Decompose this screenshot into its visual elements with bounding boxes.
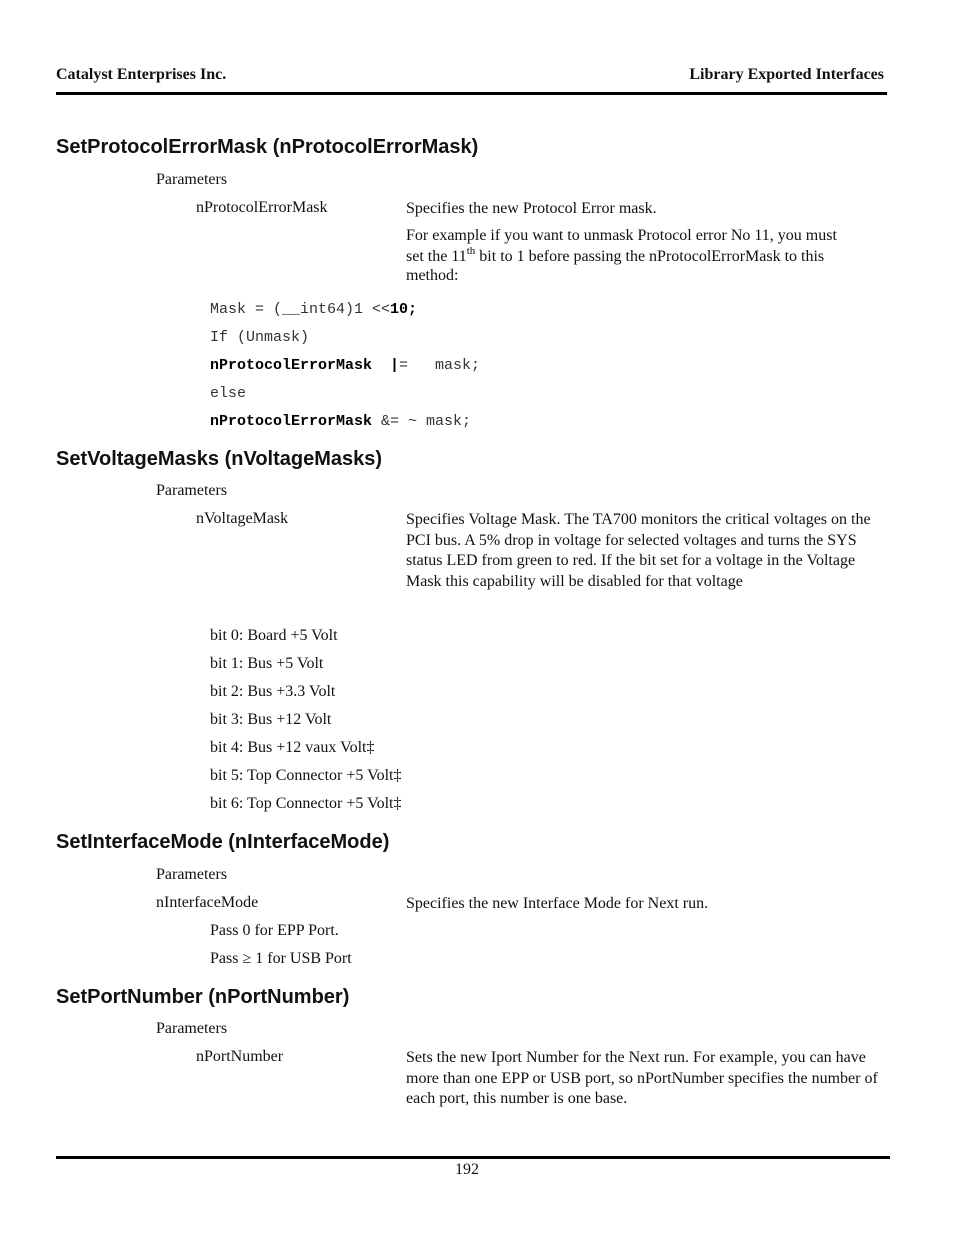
code-text: Mask = (__int64)1 <<	[210, 301, 391, 318]
code-line: else	[210, 385, 247, 402]
code-line	[210, 301, 417, 318]
header-rule	[56, 92, 887, 95]
param-description: Specifies the new Interface Mode for Next run.	[406, 895, 709, 912]
section-title-protocol: SetProtocolErrorMask (nProtocolErrorMask)	[56, 136, 479, 158]
bit-item: bit 3: Bus +12 Volt	[210, 711, 332, 728]
page-number: 192	[455, 1161, 479, 1178]
param-name: nVoltageMask	[196, 510, 289, 527]
bit-item: bit 1: Bus +5 Volt	[210, 655, 324, 672]
footer-rule	[56, 1156, 890, 1159]
description-line	[406, 245, 837, 266]
header-company: Catalyst Enterprises Inc.	[56, 66, 227, 83]
section-title-interface: SetInterfaceMode (nInterfaceMode)	[56, 831, 390, 853]
header-section: Library Exported Interfaces	[689, 66, 884, 83]
section-title-port: SetPortNumber (nPortNumber)	[56, 986, 350, 1008]
params-label: Parameters	[156, 866, 228, 883]
description-text: set the 11	[406, 248, 467, 265]
option-item: Pass ≥ 1 for USB Port	[210, 950, 352, 967]
code-line	[210, 357, 480, 374]
description-line: method:	[406, 267, 459, 284]
description-line: For example if you want to unmask Protocol error No 11, you must	[406, 227, 837, 244]
bit-item: bit 6: Top Connector +5 Volt‡	[210, 795, 402, 812]
option-item: Pass 0 for EPP Port.	[210, 922, 339, 939]
param-name: nProtocolErrorMask	[196, 199, 328, 216]
params-label: Parameters	[156, 1020, 228, 1037]
superscript: th	[466, 245, 476, 257]
code-keyword: 10;	[390, 301, 418, 318]
code-keyword: nProtocolErrorMask |	[210, 357, 400, 374]
param-description	[406, 227, 837, 285]
param-name: nInterfaceMode	[156, 894, 259, 911]
description-text: bit to 1 before passing the nProtocolErrorMask to this	[475, 248, 825, 265]
bit-item: bit 4: Bus +12 vaux Volt‡	[210, 739, 375, 756]
param-name: nPortNumber	[196, 1048, 284, 1065]
code-text: = mask;	[399, 357, 481, 374]
param-description: Specifies Voltage Mask. The TA700 monitors the critical voltages on the PCI bus. A 5% drop in voltage for selected voltages and turns the SYS status LED from green to red. If the bit set for a voltage in the Voltage Mask this capability will be disabled for that voltage	[406, 511, 871, 590]
params-label: Parameters	[156, 482, 228, 499]
param-description: Specifies the new Protocol Error mask.	[406, 200, 657, 217]
params-label: Parameters	[156, 171, 228, 188]
section-title-voltage: SetVoltageMasks (nVoltageMasks)	[56, 448, 383, 470]
bit-item: bit 0: Board +5 Volt	[210, 627, 338, 644]
bit-item: bit 5: Top Connector +5 Volt‡	[210, 767, 402, 784]
param-description: Sets the new Iport Number for the Next run. For example, you can have more than one EPP or USB port, so nPortNumber specifies the number of each port, this number is one base.	[406, 1049, 878, 1107]
code-keyword: nProtocolErrorMask	[210, 413, 373, 430]
code-line	[210, 413, 471, 430]
bit-item: bit 2: Bus +3.3 Volt	[210, 683, 336, 700]
code-line: If (Unmask)	[210, 329, 310, 346]
code-text: &= ~ mask;	[372, 413, 472, 430]
